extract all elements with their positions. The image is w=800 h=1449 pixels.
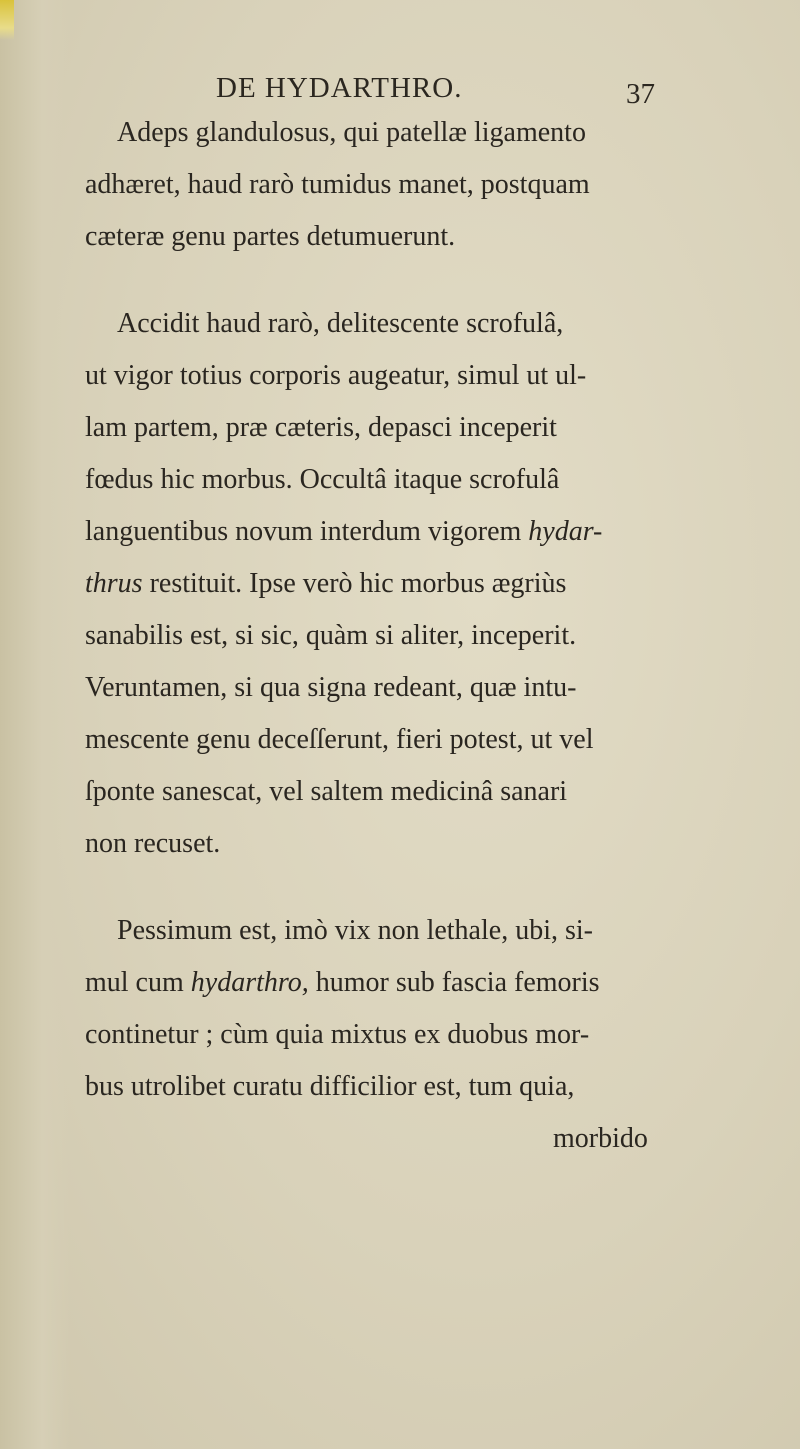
italic-segment: hydar-	[528, 516, 603, 547]
text-segment: non recuset.	[85, 828, 221, 859]
text-segment: bus utrolibet curatu difficilior est, tum quia,	[85, 1071, 575, 1102]
text-line	[85, 515, 602, 549]
text-line	[85, 966, 600, 1000]
text-line	[85, 1018, 589, 1052]
text-line	[117, 914, 593, 948]
text-segment: Accidit haud rarò, delitescente scrofulâ,	[117, 308, 564, 339]
text-segment: fœdus hic morbus. Occultâ itaque scrofulâ	[85, 464, 560, 495]
text-segment: lam partem, præ cæteris, depasci inceperit	[85, 412, 557, 443]
text-segment: sanabilis est, si sic, quàm si aliter, inceperit.	[85, 620, 577, 651]
corner-stain	[0, 0, 14, 40]
text-segment: restituit. Ipse verò hic morbus ægriùs	[142, 568, 567, 599]
italic-segment: hydarthro,	[190, 967, 309, 998]
text-segment: languentibus novum interdum vigorem	[85, 516, 529, 547]
text-line	[85, 463, 559, 497]
text-line	[85, 775, 567, 809]
text-line	[85, 723, 593, 757]
text-segment: mul cum	[85, 967, 191, 998]
text-segment: Pessimum est, imò vix non lethale, ubi, si-	[117, 915, 593, 946]
italic-segment: thrus	[85, 568, 143, 599]
text-line	[117, 116, 586, 150]
text-segment: Veruntamen, si qua signa redeant, quæ intu-	[85, 672, 577, 703]
text-line	[85, 359, 586, 393]
text-segment: adhæret, haud rarò tumidus manet, postquam	[85, 169, 590, 200]
text-line	[117, 307, 563, 341]
text-line	[85, 411, 557, 445]
text-segment: ſponte sanescat, vel saltem medicinâ sanari	[85, 776, 568, 807]
text-line	[85, 220, 455, 254]
text-segment: ut vigor totius corporis augeatur, simul ut ul-	[85, 360, 587, 391]
text-line	[85, 827, 220, 861]
text-segment: humor sub fascia femoris	[308, 967, 600, 998]
page-number: 37	[626, 78, 655, 110]
text-line	[85, 1070, 574, 1104]
text-segment: cæteræ genu partes detumuerunt.	[85, 221, 456, 252]
text-line	[85, 168, 590, 202]
text-segment: mescente genu deceſſerunt, fieri potest, ut vel	[85, 724, 594, 755]
text-line	[85, 567, 566, 601]
binding-shadow	[0, 0, 70, 1449]
text-line	[85, 619, 576, 653]
text-segment: Adeps glandulosus, qui patellæ ligamento	[117, 117, 586, 148]
text-segment: continetur ; cùm quia mixtus ex duobus mor-	[85, 1019, 590, 1050]
text-line	[85, 671, 576, 705]
running-head: DE HYDARTHRO.	[216, 72, 463, 104]
catchword: morbido	[553, 1123, 648, 1154]
